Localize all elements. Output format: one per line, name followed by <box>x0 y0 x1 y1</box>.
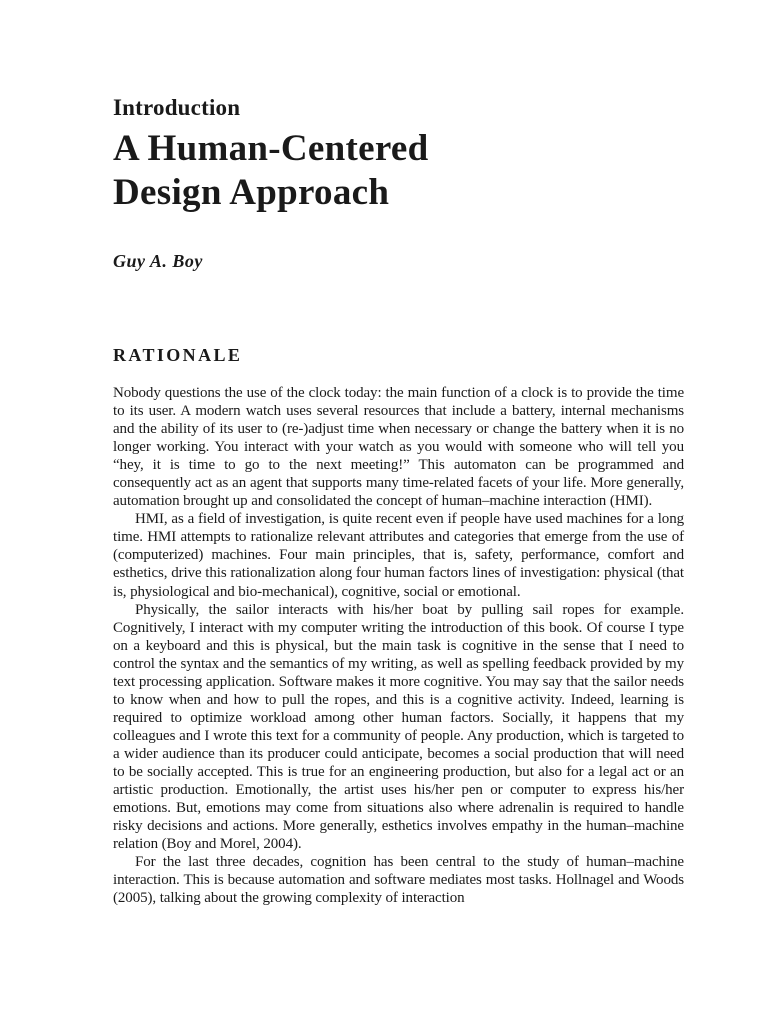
paragraph: For the last three decades, cognition has been central to the study of human–machine interaction. This is because automation and software mediates most tasks. Hollnagel and Woods (2005), talking about the growing complexity of interaction <box>113 854 684 907</box>
chapter-label: Introduction <box>113 95 241 120</box>
chapter-title-line-1: A Human-Centered <box>113 128 429 169</box>
author-name: Guy A. Boy <box>113 251 203 271</box>
paragraph: Physically, the sailor interacts with his/her boat by pulling sail ropes for example. Cognitively, I interact with my computer writing the introduction of this book. Of course I type on a keyboard and this is physical, but the main task is cognitive in the sense that I need to control the syntax and the semantics of my writing, as well as spelling feedback provided by my text processing application. Software makes it more cognitive. You may say that the sailor needs to know when and how to pull the ropes, and this is a cognitive activity. Indeed, learning is required to optimize workload among other human factors. Socially, it happens that my colleagues and I wrote this text for a community of people. Any production, which is targeted to a wider audience than its producer could anticipate, becomes a social production that will need to be socially accepted. This is true for an engineering production, but also for a legal act or an artistic production. Emotionally, the artist uses his/her pen or computer to express his/her emotions. But, emotions may come from situations also where adrenalin is required to handle risky decisions and actions. More generally, esthetics involves empathy in the human–machine relation (Boy and Morel, 2004). <box>113 601 684 853</box>
paragraph: HMI, as a field of investigation, is quite recent even if people have used machines for a long time. HMI attempts to rationalize relevant attributes and categories that emerge from the use of (computerized) machines. Four main principles, that is, safety, performance, comfort and esthetics, drive this rationalization along four human factors lines of investigation: physical (that is, physiological and bio-mechanical), cognitive, social or emotional. <box>113 511 684 600</box>
paragraph: Nobody questions the use of the clock today: the main function of a clock is to provide the time to its user. A modern watch uses several resources that include a battery, internal mechanisms and the ability of its user to (re-)adjust time when necessary or change the battery when it is no longer working. You interact with your watch as you would with someone who will tell you “hey, it is time to go to the next meeting!” This automaton can be programmed and consequently act as an agent that supports many time-related facets of your life. More generally, automation brought up and consolidated the concept of human–machine interaction (HMI). <box>113 385 684 510</box>
section-heading: RATIONALE <box>113 345 243 365</box>
chapter-title-line-2: Design Approach <box>113 172 390 213</box>
body-text <box>113 384 684 907</box>
chapter-title <box>113 127 429 215</box>
